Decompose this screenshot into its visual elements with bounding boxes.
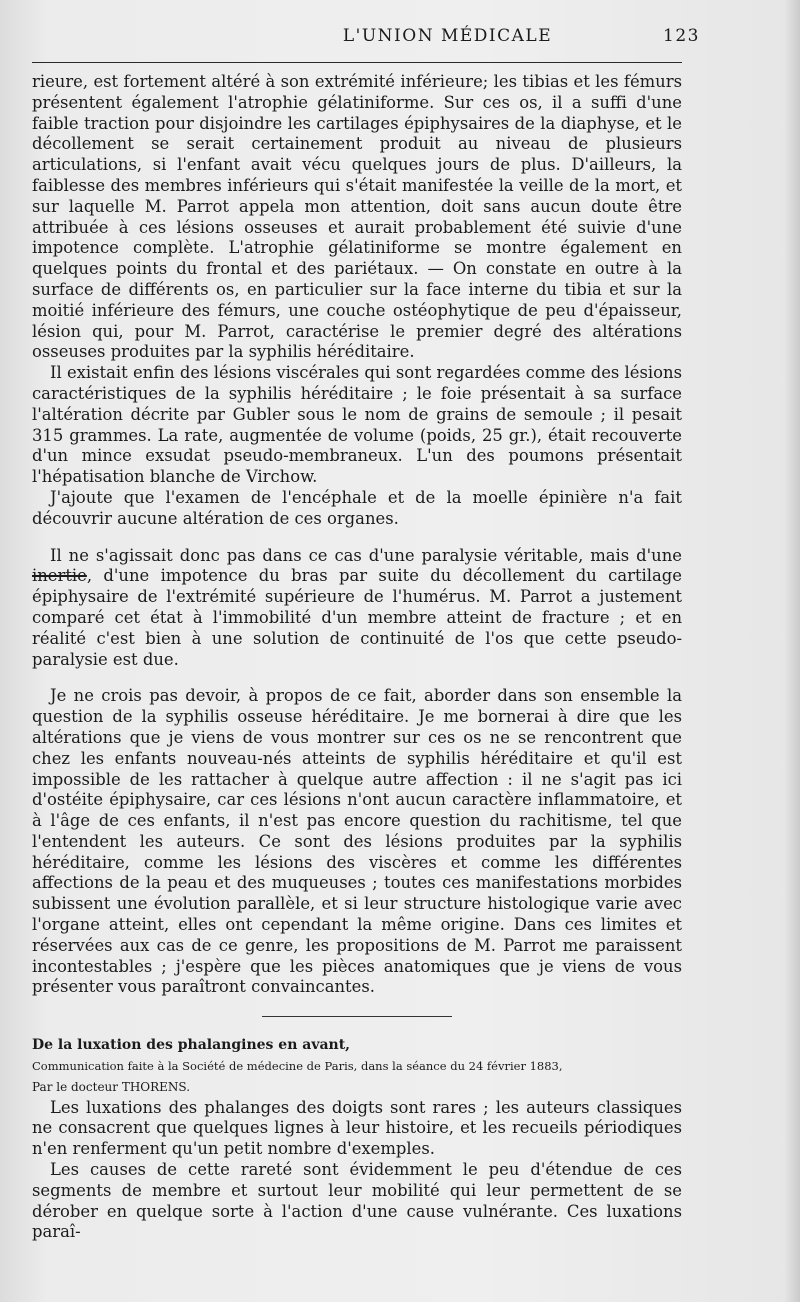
section-title: De la luxation des phalangines en avant, — [32, 1037, 351, 1054]
article-body — [32, 72, 682, 1243]
paralysie-text-before: Il ne s'agissait donc pas dans ce cas d'une paralysie véritable, mais d'une — [50, 545, 682, 565]
running-head — [32, 26, 700, 46]
paragraph-lesions-viscerales: Il existait enfin des lésions viscérales qui sont regardées comme des lésions caractéristiques de la syphilis héréditaire ; le foie présentait à sa surface l'altération décrite par Gubler sous le nom de grains de semoule ; il pesait 315 grammes. La rate, augmentée de volume (poids, 25 gr.), était recouverte d'un mince exsudat pseudo-membraneux. L'un des poumons présentait l'hépatisation blanche de Virchow. — [32, 363, 682, 487]
page-number: 123 — [663, 26, 700, 46]
paralysie-text-after: , d'une impotence du bras par suite du décollement du cartilage épiphysaire de l'extrémité supérieure de l'humérus. M. Parrot a justement comparé cet état à l'immobilité d'un membre atteint de fracture ; et en réalité c'est bien à une solution de continuité de l'os que cette pseudo-paralysie est due. — [32, 566, 682, 669]
paragraph-causes-rarete: Les causes de cette rareté sont évidemment le peu d'étendue de ces segments de membre et surtout leur mobilité qui leur permettent de se dérober en quelque sorte à l'action d'une cause vulnérante. Ces luxations paraî- — [32, 1160, 682, 1242]
section-separator — [262, 1016, 452, 1017]
journal-title: L'UNION MÉDICALE — [342, 26, 553, 46]
paragraph-gap — [32, 530, 682, 546]
paragraph-luxations-rares: Les luxations des phalanges des doigts sont rares ; les auteurs classiques ne consacrent que quelques lignes à leur histoire, et les recueils périodiques n'en renferment qu'un petit nombre d'exemples. — [32, 1097, 682, 1159]
paragraph-os-alteration: rieure, est fortement altéré à son extrémité inférieure; les tibias et les fémurs présentent également l'atrophie gélatiniforme. Sur ces os, il a suffi d'une faible traction pour disjoindre les cartilages épiphysaires de la diaphyse, et le décollement se serait certainement produit au niveau de plusieurs articulations, si l'enfant avait vécu quelques jours de plus. D'ailleurs, la faiblesse des membres inférieurs qui s'était manifestée la veille de la mort, et sur laquelle M. Parrot appela mon attention, doit sans aucun doute être attribuée à ces lésions osseuses et aurait probablement été suivie d'une impotence complète. L'atrophie gélatiniforme se montre également en quelques points du frontal et des pariétaux. — On constate en outre à la surface de différents os, en particulier sur la face interne du tibia et sur la moitié inférieure des fémurs, une couche ostéophytique de peu d'épaisseur, lésion qui, pour M. Parrot, caractérise le premier degré des altérations osseuses produites par la syphilis héréditaire. — [32, 72, 682, 362]
header-rule — [32, 62, 682, 63]
section-body — [32, 1098, 682, 1244]
page-edge-shadow — [784, 0, 800, 1302]
paragraph-encephale: J'ajoute que l'examen de l'encéphale et de la moelle épinière n'a fait découvrir aucune altération de ces organes. — [32, 487, 682, 528]
section-author: Par le docteur THORENS. — [32, 1079, 191, 1094]
struck-word: inertie — [32, 566, 87, 586]
paragraph-pseudo-paralysie — [32, 546, 682, 671]
paragraph-conclusion: Je ne crois pas devoir, à propos de ce fait, aborder dans son ensemble la question de la syphilis osseuse héréditaire. Je me bornerai à dire que les altérations que je viens de vous montrer sur ces os ne se rencontrent que chez les enfants nouveau-nés atteints de syphilis héréditaire et qu'il est impossible de les rattacher à quelque autre affection : il ne s'agit pas ici d'ostéite épiphysaire, car ces lésions n'ont aucun caractère inflammatoire, et à l'âge de ces enfants, il n'est pas encore question du rachitisme, tel que l'entendent les auteurs. Ce sont des lésions produites par la syphilis héréditaire, comme les lésions des viscères et comme les différentes affections de la peau et des muqueuses ; toutes ces manifestations morbides subissent une évolution parallèle, et si leur structure histologique varie avec l'organe atteint, elles ont cependant la même origine. Dans ces limites et réservées aux cas de ce genre, les propositions de M. Parrot me paraissent incontestables ; j'espère que les pièces anatomiques que je viens de vous présenter vous paraîtront convaincantes. — [32, 686, 682, 997]
section-subtitle: Communication faite à la Société de médecine de Paris, dans la séance du 24 février 1883, — [32, 1059, 563, 1074]
paragraph-gap — [32, 670, 682, 686]
